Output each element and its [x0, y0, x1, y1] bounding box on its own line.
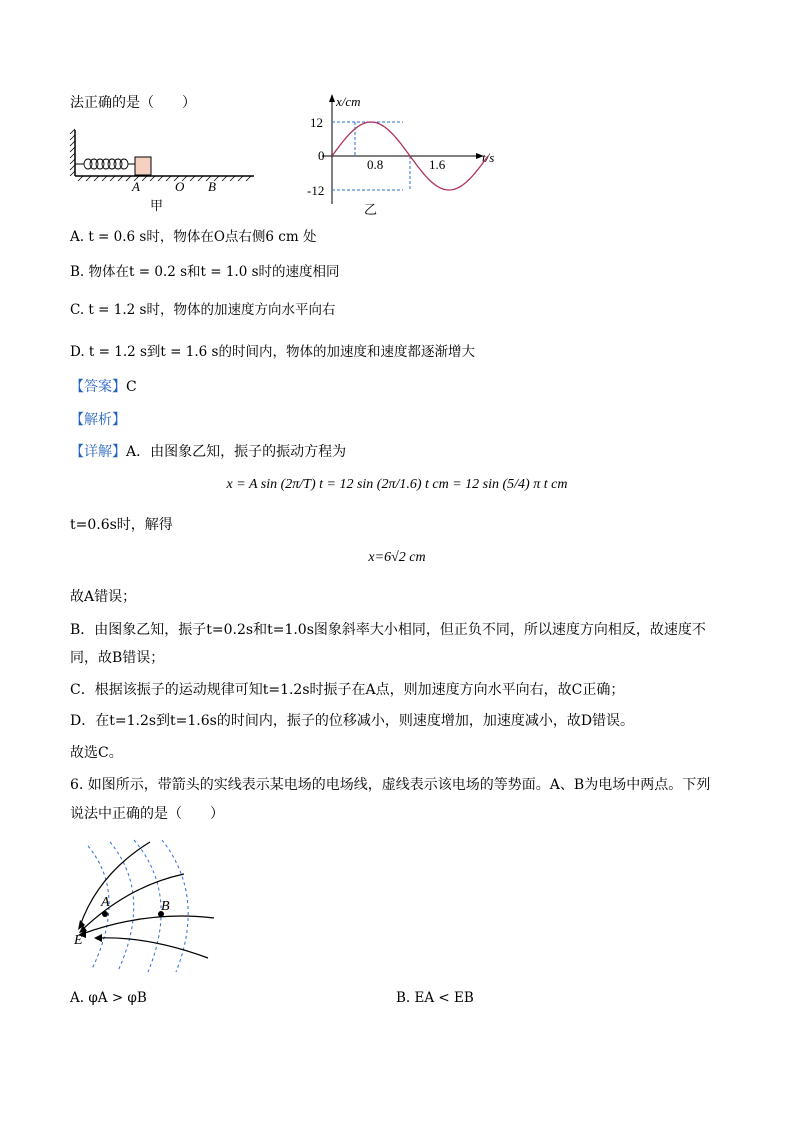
equation: x = A sin (2π/T) t = 12 sin (2π/1.6) t cm = 12 sin (5/4) π t cm — [226, 477, 568, 492]
option-6-B: B. EA < EB — [396, 990, 474, 1006]
detail-tag: 【详解】 — [70, 444, 126, 460]
x-axis-label: t/s — [482, 150, 495, 165]
tick-12: 12 — [310, 115, 323, 130]
question-6-line1: 6. 如图所示，带箭头的实线表示某电场的电场线，虚线表示该电场的等势面。A、B为电场中两点。下列 — [70, 777, 711, 793]
question-5-tail: 法正确的是（ ） — [70, 95, 196, 111]
explain-c: C．根据该振子的运动规律可知t=1.2s时振子在A点，则加速度方向水平向右，故C正确； — [70, 682, 625, 698]
label-O: O — [175, 179, 185, 194]
option-5-D: D. t = 1.2 s到t = 1.6 s的时间内，物体的加速度和速度都逐渐增大 — [70, 344, 475, 360]
analysis-tag: 【解析】 — [70, 412, 126, 428]
y-axis-label: x/cm — [336, 94, 361, 109]
figure-electric-field — [68, 834, 218, 976]
answer-value: C — [126, 379, 137, 395]
block — [135, 157, 151, 175]
detail-a-text: A．由图象乙知，振子的振动方程为 — [126, 444, 347, 460]
label-A: A — [132, 179, 140, 194]
figure-jia-spring — [68, 124, 260, 216]
choose-line: 故选C。 — [70, 745, 123, 761]
option-5-B: B. 物体在t = 0.2 s和t = 1.0 s时的速度相同 — [70, 264, 340, 280]
tick-0.8: 0.8 — [367, 157, 384, 172]
option-5-C: C. t = 1.2 s时，物体的加速度方向水平向右 — [70, 302, 336, 318]
tick-minus12: -12 — [307, 183, 325, 198]
explain-d: D．在t=1.2s到t=1.6s的时间内，振子的位移减小，则速度增加，加速度减小，故D错误。 — [70, 713, 635, 729]
tick-origin: 0 — [318, 148, 325, 163]
answer-line — [70, 377, 137, 397]
tick-1.6: 1.6 — [429, 157, 446, 172]
explain-b-line1: B．由图象乙知，振子t=0.2s和t=1.0s图象斜率大小相同，但正负不同，所以速度方向相反，故速度不 — [70, 622, 706, 638]
option-5-A: A. t = 0.6 s时，物体在O点右侧6 cm 处 — [70, 229, 317, 245]
answer-tag: 【答案】 — [70, 379, 126, 395]
figure-yi-graph — [300, 92, 510, 220]
question-6-line2: 说法中正确的是（ ） — [70, 806, 224, 822]
detail-a-line — [70, 442, 346, 462]
point-B: B — [161, 899, 170, 914]
a-wrong: 故A错误； — [70, 589, 137, 605]
explain-b-line2: 同，故B错误； — [70, 650, 165, 666]
point-A: A — [101, 895, 110, 910]
caption-yi: 乙 — [364, 202, 378, 217]
label-B: B — [208, 179, 216, 194]
label-E: E — [74, 933, 83, 948]
t06-line: t=0.6s时，解得 — [70, 517, 173, 533]
result-equation: x=6√2 cm — [368, 550, 426, 565]
option-6-A: A. φA > φB — [70, 990, 147, 1006]
caption-jia: 甲 — [150, 198, 164, 213]
